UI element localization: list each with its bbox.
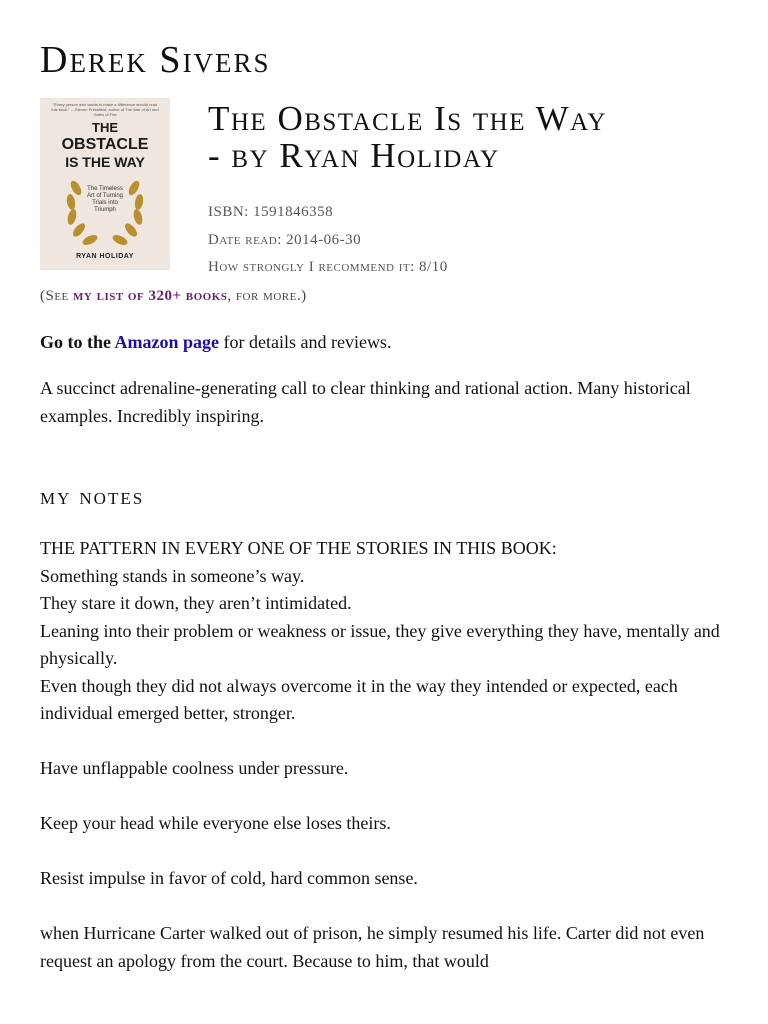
note-line: THE PATTERN IN EVERY ONE OF THE STORIES IN THIS BOOK: (40, 538, 557, 558)
book-title (208, 100, 748, 174)
amazon-link[interactable]: Amazon page (114, 332, 219, 352)
note-line: Something stands in someone’s way. (40, 565, 305, 586)
note-line: Even though they did not always overcome it in the way they intended or expected, each individual emerged better, stronger. (40, 675, 678, 723)
amazon-suffix: for details and reviews. (219, 332, 392, 352)
cover-title-line1: THE (92, 120, 118, 135)
book-summary: A succinct adrenaline-generating call to clear thinking and rational action. Many historical examples. Incredibly inspiring. (40, 378, 691, 426)
amazon-prefix: Go to the (40, 332, 115, 352)
recommend-row (208, 259, 448, 276)
note-paragraph: Keep your head while everyone else loses theirs. (40, 813, 391, 833)
date-read-row (208, 232, 361, 249)
note-paragraph: when Hurricane Carter walked out of prison, he simply resumed his life. Carter did not even request an apology from the court. Because to him, that would (40, 923, 705, 971)
notes-paragraph-pattern (40, 535, 740, 728)
date-read-label: Date read: (208, 232, 282, 248)
notes-body (40, 535, 740, 975)
book-cover-image (40, 98, 170, 270)
amazon-line (40, 328, 740, 356)
isbn-label: ISBN: (208, 204, 249, 220)
note-line: They stare it down, they aren’t intimidated. (40, 593, 352, 613)
recommend-label: How strongly I recommend it: (208, 259, 415, 275)
cover-title-line2: OBSTACLE (61, 136, 149, 153)
cover-subtitle: The Timeless Art of Turning Trials into Triumph (86, 186, 124, 213)
see-more-prefix: (See (40, 288, 74, 304)
see-more-line (40, 288, 307, 305)
book-title-line2: - by Ryan Holiday (208, 136, 500, 175)
isbn-row (208, 204, 333, 221)
site-title[interactable]: Derek Sivers (40, 39, 271, 81)
cover-title-line3: IS THE WAY (65, 154, 145, 170)
recommend-value: 8/10 (419, 259, 448, 275)
note-paragraph: Have unflappable coolness under pressure. (40, 758, 349, 778)
date-read-value: 2014-06-30 (286, 232, 362, 248)
isbn-value: 1591846358 (253, 204, 334, 220)
see-more-suffix: , for more.) (227, 288, 307, 304)
cover-author: RYAN HOLIDAY (76, 253, 134, 260)
book-title-line1: The Obstacle Is the Way (208, 99, 607, 138)
note-paragraph: Resist impulse in favor of cold, hard common sense. (40, 868, 418, 888)
book-list-link[interactable]: my list of 320+ books (73, 288, 228, 304)
cover-blurb: "Every person who wants to make a difference should read this book." —Steven Pressfield, author of The War of Art and Gates of Fire (51, 102, 159, 117)
notes-heading: my notes (40, 484, 145, 510)
note-line: Leaning into their problem or weakness or issue, they give everything they have, mentally and physically. (40, 620, 720, 668)
